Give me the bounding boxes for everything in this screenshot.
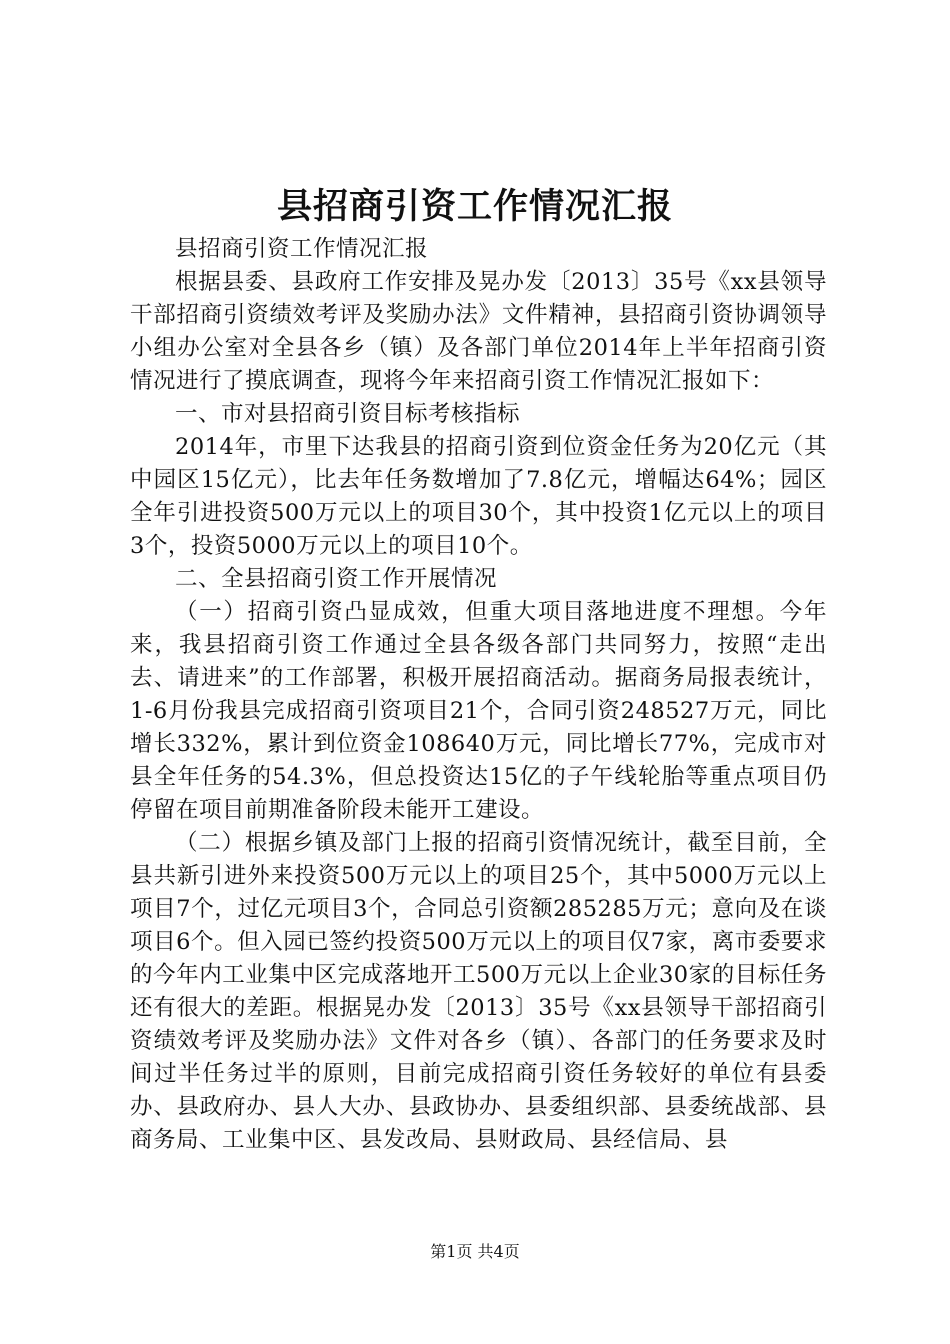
paragraph-subtitle: 县招商引资工作情况汇报 — [175, 236, 429, 262]
document-title: 县招商引资工作情况汇报 — [276, 186, 673, 227]
paragraph-targets: 2014年，市里下达我县的招商引资到位资金任务为20亿元（其中园区15亿元），比去年任务数增加了7.8亿元，增幅达64%；园区全年引进投资500万元以上的项目30个，其中投资1亿元以上的项目3个，投资5000万元以上的项目10个。 — [130, 434, 827, 559]
paragraph-intro: 根据县委、县政府工作安排及晃办发〔2013〕35号《xx县领导干部招商引资绩效考评及奖励办法》文件精神，县招商引资协调领导小组办公室对全县各乡（镇）及各部门单位2014年上半年招商引资情况进行了摸底调查，现将今年来招商引资工作情况汇报如下： — [130, 269, 827, 394]
document-body — [130, 233, 827, 1157]
section-heading-2: 二、全县招商引资工作开展情况 — [175, 566, 498, 592]
paragraph-progress-1: （一）招商引资凸显成效，但重大项目落地进度不理想。今年来，我县招商引资工作通过全县各级各部门共同努力，按照“走出去、请进来”的工作部署，积极开展招商活动。据商务局报表统计，1-6月份我县完成招商引资项目21个，合同引资248527万元，同比增长332%，累计到位资金108640万元，同比增长77%，完成市对县全年任务的54.3%，但总投资达15亿的子午线轮胎等重点项目仍停留在项目前期准备阶段未能开工建设。 — [130, 599, 827, 823]
page-number-footer: 第1页 共4页 — [430, 1242, 520, 1261]
section-heading-1: 一、市对县招商引资目标考核指标 — [175, 401, 521, 427]
paragraph-progress-2: （二）根据乡镇及部门上报的招商引资情况统计，截至目前，全县共新引进外来投资500万元以上的项目25个，其中5000万元以上项目7个，过亿元项目3个，合同总引资额285285万元；意向及在谈项目6个。但入园已签约投资500万元以上的项目仅7家，离市委要求的今年内工业集中区完成落地开工500万元以上企业30家的目标任务还有很大的差距。根据晃办发〔2013〕35号《xx县领导干部招商引资绩效考评及奖励办法》文件对各乡（镇）、各部门的任务要求及时间过半任务过半的原则，目前完成招商引资任务较好的单位有县委办、县政府办、县人大办、县政协办、县委组织部、县委统战部、县商务局、工业集中区、县发改局、县财政局、县经信局、县 — [130, 830, 827, 1153]
